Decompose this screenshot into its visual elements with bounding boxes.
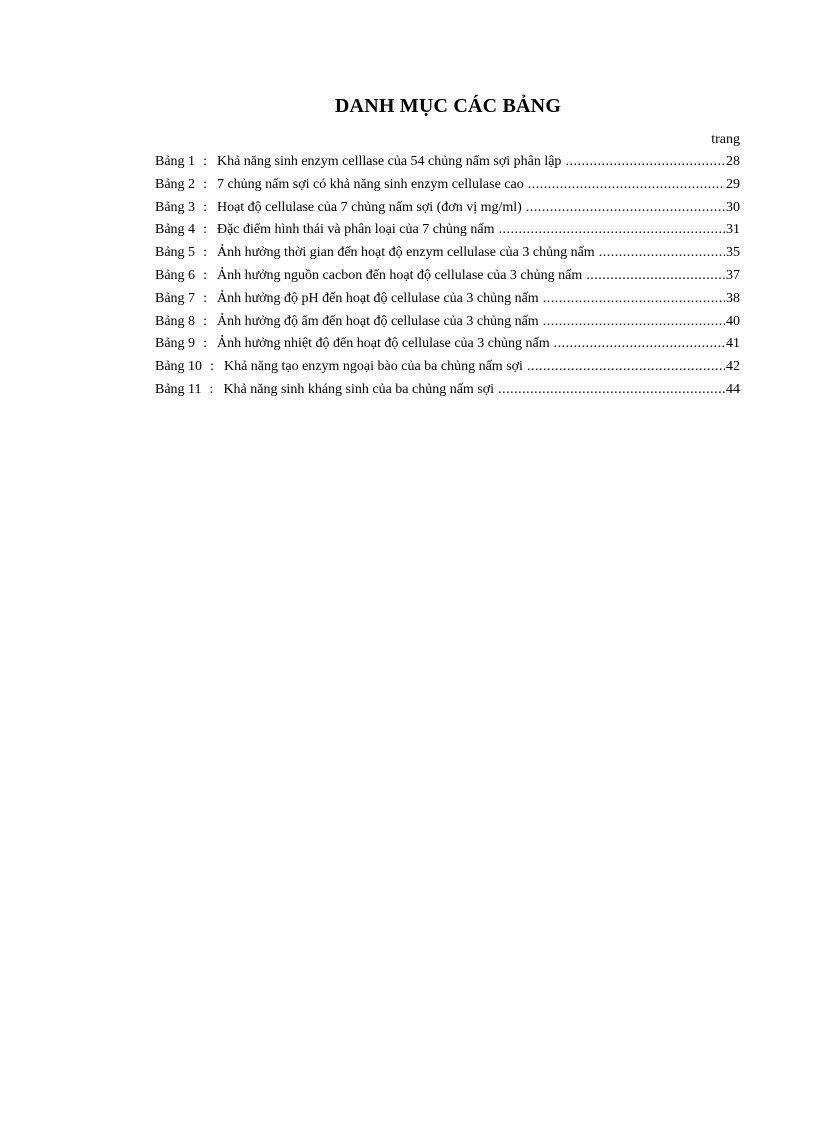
toc-entry-label: Bảng 6 (155, 267, 196, 283)
toc-entry-separator: : (203, 267, 207, 283)
toc-entry[interactable] (155, 382, 740, 405)
toc-entry-separator: : (203, 290, 207, 306)
toc-entry[interactable] (155, 336, 740, 359)
toc-entry-page: 28 (726, 154, 740, 169)
toc-entry-title: Ảnh hưởng thời gian đến hoạt độ enzym cellulase của 3 chủng nấm (216, 245, 595, 261)
toc-entry-title: Ảnh hưởng độ ẩm đến hoạt độ cellulase của 3 chủng nấm (216, 313, 539, 329)
toc-entry-page: 30 (726, 199, 740, 215)
toc-entry-separator: : (203, 336, 207, 352)
toc-entry-label: Bảng 11 (155, 381, 202, 397)
toc-entry[interactable] (155, 177, 740, 200)
toc-entry-page: 41 (726, 336, 740, 352)
toc-entry-separator: : (209, 381, 214, 397)
toc-entry[interactable] (155, 291, 740, 314)
page-column-label: trang (711, 132, 740, 147)
toc-entry-label: Bảng 10 (155, 359, 203, 375)
toc-entry-separator: : (203, 199, 207, 215)
toc-entry-title: Hoạt độ cellulase của 7 chủng nấm sợi (đơn vị mg/ml) (216, 199, 522, 215)
dot-leader (543, 291, 725, 307)
toc-entry[interactable] (155, 200, 740, 223)
toc-entry-page: 42 (726, 359, 740, 375)
toc-entry-title: Ảnh hưởng độ pH đến hoạt độ cellulase của 3 chủng nấm (216, 290, 539, 306)
toc-entry-label: Bảng 9 (155, 336, 196, 352)
toc-entry[interactable] (155, 314, 740, 337)
table-of-contents (155, 154, 740, 405)
dot-leader (526, 200, 725, 216)
toc-entry-label: Bảng 4 (155, 222, 196, 238)
dot-leader (527, 359, 725, 375)
toc-entry[interactable] (155, 359, 740, 382)
toc-entry-label: Bảng 2 (155, 176, 196, 192)
toc-entry-page: 37 (726, 267, 740, 283)
page-title: DANH MỤC CÁC BẢNG (334, 95, 562, 117)
toc-entry-page: 44 (726, 381, 740, 397)
dot-leader (543, 314, 725, 330)
toc-entry-label: Bảng 8 (155, 313, 196, 329)
toc-entry-separator: : (203, 245, 207, 261)
toc-entry-separator: : (203, 176, 207, 192)
toc-entry-label: Bảng 3 (155, 199, 196, 215)
toc-entry-label: Bảng 5 (155, 245, 196, 261)
toc-entry[interactable] (155, 222, 740, 245)
toc-entry-page: 38 (726, 290, 740, 306)
dot-leader (586, 268, 725, 284)
toc-entry-separator: : (203, 222, 207, 238)
dot-leader (565, 154, 725, 170)
toc-entry-title: Khả năng sinh kháng sinh của ba chủng nấm sợi (223, 381, 495, 397)
toc-entry-separator: : (210, 359, 214, 375)
toc-entry-label: Bảng 1 (155, 154, 196, 169)
toc-entry-title: 7 chủng nấm sợi có khả năng sinh enzym cellulase cao (216, 176, 524, 192)
dot-leader (599, 245, 725, 261)
toc-entry-page: 40 (726, 313, 740, 329)
dot-leader (498, 382, 725, 398)
dot-leader (499, 222, 725, 238)
dot-leader (554, 336, 725, 352)
toc-entry-title: Ảnh hưởng nguồn cacbon đến hoạt độ cellulase của 3 chủng nấm (216, 267, 583, 283)
toc-entry-title: Đặc điểm hình thái và phân loại của 7 chủng nấm (216, 222, 495, 238)
toc-entry-separator: : (203, 154, 207, 169)
toc-entry-title: Khả năng sinh enzym celllase của 54 chủng nấm sợi phân lập (216, 154, 562, 169)
toc-entry-page: 31 (726, 222, 740, 238)
toc-entry-page: 35 (726, 245, 740, 261)
toc-entry-page: 29 (726, 176, 740, 192)
toc-entry[interactable] (155, 154, 740, 177)
toc-entry-title: Ảnh hưởng nhiệt độ đến hoạt độ cellulase của 3 chủng nấm (216, 336, 550, 352)
toc-entry-title: Khả năng tạo enzym ngoại bào của ba chủng nấm sợi (223, 359, 523, 375)
toc-entry-separator: : (203, 313, 207, 329)
toc-entry[interactable] (155, 245, 740, 268)
toc-entry[interactable] (155, 268, 740, 291)
dot-leader (528, 177, 725, 193)
toc-entry-label: Bảng 7 (155, 290, 196, 306)
